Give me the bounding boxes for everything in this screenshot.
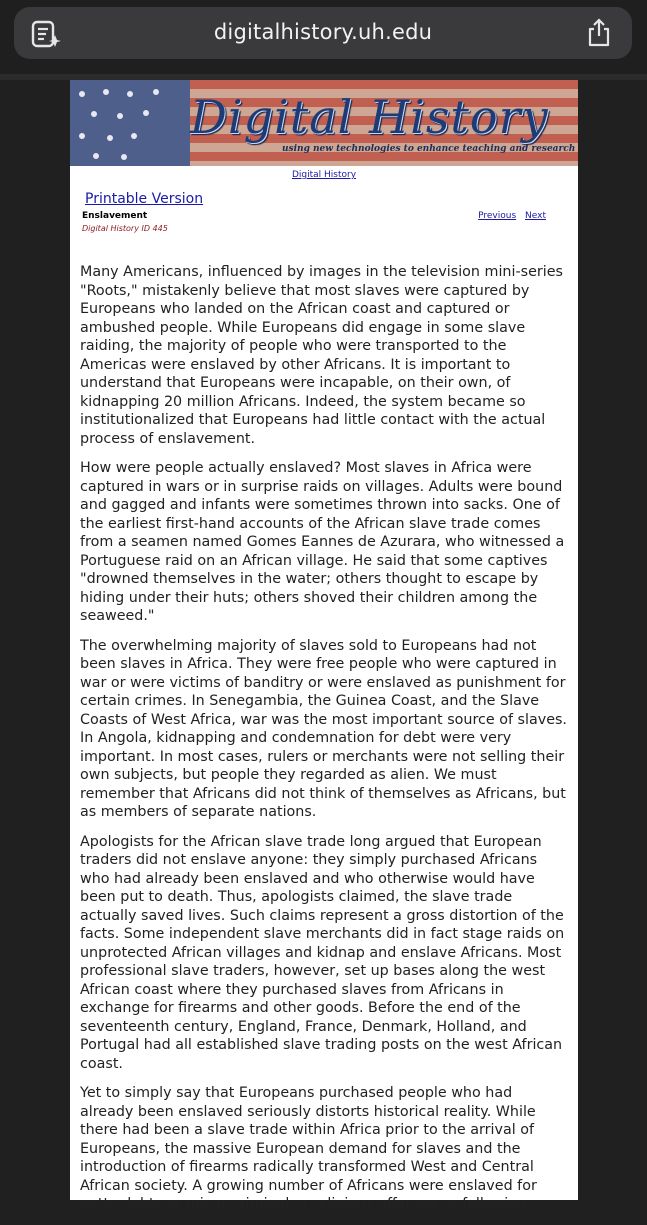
previous-link[interactable]: Previous	[478, 211, 517, 221]
next-link[interactable]: Next	[525, 211, 546, 221]
web-page	[70, 80, 578, 1212]
printable-version-link[interactable]: Printable Version	[85, 191, 204, 207]
share-icon[interactable]	[586, 18, 612, 48]
address-bar[interactable]	[14, 7, 632, 59]
paragraph: Yet to simply say that Europeans purchased people who had already been enslaved seriously distorts historical reality. While there had been a slave trade within Africa prior to the arrival of Europeans, the massive European demand for slaves and the introduction of firearms radically transformed West and Central African society. A growing number of Africans were enslaved for petty debts or minor criminal or religious offenses or following	[80, 1085, 537, 1212]
url-text[interactable]: digitalhistory.uh.edu	[213, 20, 433, 44]
browser-toolbar	[0, 0, 647, 74]
banner-subtitle: using new technologies to enhance teaching and research	[282, 144, 576, 154]
flag-stars-image	[70, 80, 190, 166]
paragraph: How were people actually enslaved? Most slaves in Africa were captured in wars or in surprise raids on villages. Adults were bound and gagged and infants were sometimes thrown into sacks. One of the earliest first-hand accounts of the African slave trade comes from a seamen named Gomes Eannes de Azurara, who witnessed a Portuguese raid on an African village. He said that some captives "drowned themselves in the water; others thought to escape by hiding under their huts; others shoved their children among the seaweed."	[80, 460, 565, 624]
site-banner[interactable]	[70, 80, 578, 166]
document-id: Digital History ID 445	[82, 224, 168, 233]
page-nav	[472, 211, 546, 221]
paragraph: Apologists for the African slave trade long argued that European traders did not enslave anyone: they simply purchased Africans who had already been enslaved and who otherwise would have been put to death. Thus, apologists claimed, the slave trade actually saved lives. Such claims represent a gross distortion of the facts. Some independent slave merchants did in fact stage raids on unprotected African villages and kidnap and enslave Africans. Most professional slave traders, however, set up bases along the west African coast where they purchased slaves from Africans in exchange for firearms and other goods. Before the end of the seventeenth century, England, France, Denmark, Holland, and Portugal had all established slave trading posts on the west African coast.	[80, 833, 565, 1072]
article-body	[80, 263, 570, 1225]
paragraph: Many Americans, influenced by images in the television mini-series "Roots," mistakenly believe that most slaves were captured by Europeans who landed on the African coast and captured or ambushed people. While Europeans did engage in some slave raiding, the majority of people who were transported to the Americas were enslaved by other Africans. It is important to understand that Europeans were incapable, on their own, of kidnapping 20 million Africans. Indeed, the system became so institutionalized that Europeans had little contact with the actual process of enslavement.	[80, 264, 563, 447]
banner-title: Digital History	[190, 90, 549, 144]
home-link[interactable]: Digital History	[291, 170, 357, 180]
paragraph: The overwhelming majority of slaves sold to Europeans had not been slaves in Africa. They were free people who were captured in war or were victims of banditry or were enslaved as punishment for certain crimes. In Senegambia, the Guinea Coast, and the Slave Coasts of West Africa, war was the most important source of slaves. In Angola, kidnapping and condemnation for debt were very important. In most cases, rulers or merchants were not selling their own subjects, but people they regarded as alien. We must remember that Africans did not think of themselves as Africans, but as members of separate nations.	[80, 637, 567, 820]
topic-title: Enslavement	[82, 211, 148, 221]
